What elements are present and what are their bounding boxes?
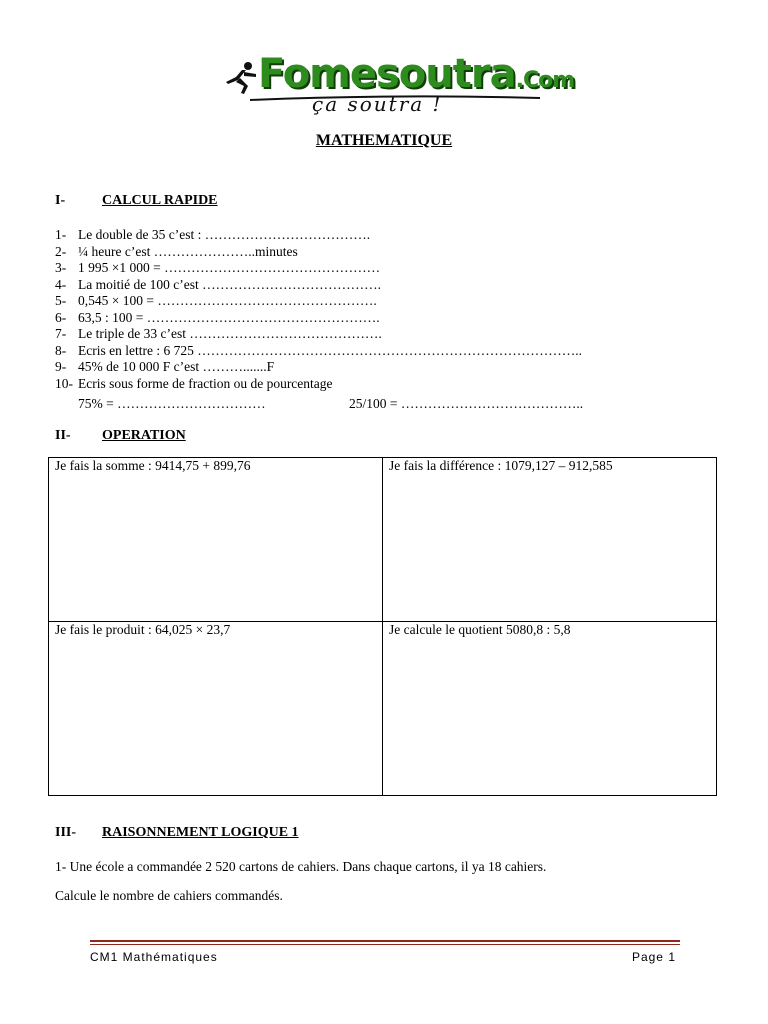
- item-text: Le double de 35 c’est : ……………………………….: [78, 227, 371, 242]
- item-number: 2-: [55, 243, 67, 259]
- runner-icon: [222, 60, 262, 96]
- item-text: 45% de 10 000 F c’est ……….......F: [78, 359, 275, 374]
- list-item: [55, 343, 735, 360]
- section-label: RAISONNEMENT LOGIQUE 1: [102, 825, 299, 840]
- item-text: Ecris en lettre : 6 725 …………………………………………………………………………..: [78, 342, 582, 358]
- footer-rule-thin: [90, 944, 680, 945]
- operations-table: [48, 457, 717, 796]
- list-item: [55, 227, 735, 244]
- cell-label: Je calcule le quotient 5080,8 : 5,8: [389, 622, 571, 637]
- section-number: I-: [55, 193, 66, 208]
- list-item: [55, 260, 735, 277]
- item-text: Ecris sous forme de fraction ou de pourcentage: [78, 375, 333, 391]
- quick-calc-list: [55, 227, 735, 392]
- list-item: [55, 310, 735, 327]
- fomesoutra-logo: [220, 51, 575, 122]
- problem-statement: 1- Une école a commandée 2 520 cartons de cahiers. Dans chaque cartons, il ya 18 cahiers.: [55, 859, 547, 874]
- footer-course: CM1 Mathématiques: [90, 950, 218, 964]
- list-item: [55, 293, 735, 310]
- section-number: II-: [55, 428, 71, 443]
- fraction-question-a: 75% = ……………………………: [78, 396, 266, 411]
- cell-label: Je fais le produit : 64,025 × 23,7: [55, 622, 231, 637]
- list-item: [55, 359, 735, 376]
- operation-cell-sum[interactable]: [49, 458, 383, 622]
- item-number: 1-: [55, 227, 67, 242]
- page-title: MATHEMATIQUE: [315, 132, 453, 149]
- operation-cell-quotient[interactable]: [383, 622, 717, 796]
- item-text: 1 995 ×1 000 = …………………………………………: [78, 260, 381, 275]
- cell-label: Je fais la différence : 1079,127 – 912,585: [389, 458, 613, 473]
- list-item: [55, 376, 735, 393]
- section-3-heading: [55, 825, 455, 843]
- item-number: 10-: [55, 375, 73, 391]
- item-number: 4-: [55, 276, 67, 292]
- problem-question: Calcule le nombre de cahiers commandés.: [55, 888, 283, 903]
- section-number: III-: [55, 825, 77, 840]
- operation-cell-difference[interactable]: [383, 458, 717, 622]
- item-number: 3-: [55, 260, 67, 275]
- section-label: OPERATION: [102, 428, 186, 443]
- item-number: 6-: [55, 309, 67, 325]
- item-number: 5-: [55, 293, 67, 308]
- item-text: Le triple de 33 c’est …………………………………….: [78, 326, 382, 341]
- operation-cell-product[interactable]: [49, 622, 383, 796]
- item-number: 8-: [55, 342, 67, 358]
- item-text: 63,5 : 100 = …………………………………………….: [78, 309, 380, 325]
- footer-page-number: Page 1: [631, 950, 676, 964]
- item-text: La moitié de 100 c’est ………………………………….: [78, 276, 381, 292]
- fraction-question-b: 25/100 = …………………………………..: [349, 396, 584, 411]
- section-2-heading: [55, 428, 355, 446]
- section-label: CALCUL RAPIDE: [102, 193, 218, 208]
- cell-label: Je fais la somme : 9414,75 + 899,76: [55, 458, 251, 473]
- item-text: ¼ heure c’est …………………..minutes: [78, 243, 298, 259]
- list-item: [55, 326, 735, 343]
- item-number: 7-: [55, 326, 67, 341]
- logo-wordmark: Fomesoutra.Com: [258, 51, 575, 97]
- item-number: 9-: [55, 359, 67, 374]
- list-item: [55, 244, 735, 261]
- section-1-heading: [55, 193, 355, 211]
- list-item: [55, 277, 735, 294]
- logo-tagline: ça soutra !: [312, 92, 443, 116]
- item-text: 0,545 × 100 = ………………………………………….: [78, 293, 377, 308]
- footer-rule: [90, 940, 680, 942]
